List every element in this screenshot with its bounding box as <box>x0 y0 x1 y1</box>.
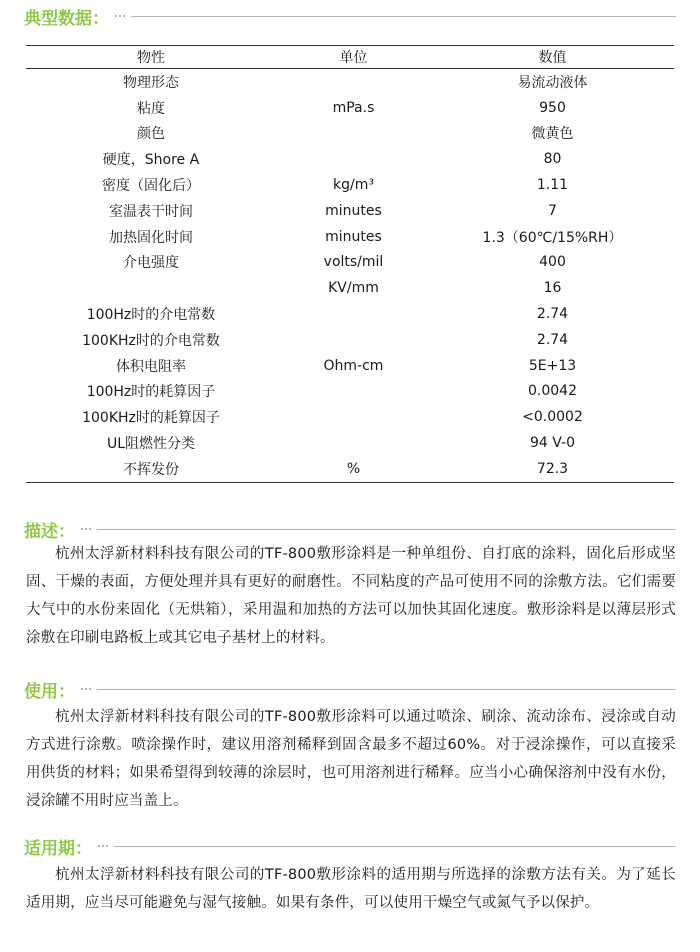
unit-cell: mPa.s <box>332 99 375 116</box>
value-cell: 1.3（60℃/15%RH） <box>482 229 623 246</box>
unit-cell: kg/m³ <box>333 177 374 194</box>
table-row <box>26 379 674 405</box>
section-rule <box>114 846 676 847</box>
table-header-row <box>26 46 674 69</box>
value-cell: 94 V-0 <box>530 435 575 452</box>
table-row <box>26 121 674 147</box>
section-header-typical-data <box>24 4 676 28</box>
value-cell: 微黄色 <box>531 126 574 143</box>
property-cell: 物理形态 <box>123 74 179 91</box>
table-row <box>26 430 674 456</box>
unit-cell: minutes <box>325 228 382 245</box>
value-cell: 400 <box>539 254 566 271</box>
unit-cell: volts/mil <box>323 254 384 271</box>
unit-cell: % <box>276 456 431 482</box>
properties-table <box>26 45 674 483</box>
section-dots <box>81 688 91 690</box>
value-cell: 2.74 <box>536 331 569 348</box>
unit-cell: KV/mm <box>328 280 379 297</box>
unit-cell: minutes <box>325 202 382 219</box>
section-rule <box>131 16 676 17</box>
section-title: 典型数据： <box>24 8 109 29</box>
unit-cell <box>276 301 431 327</box>
table-row <box>26 146 674 172</box>
section-title: 描述： <box>24 521 75 542</box>
pot-life-paragraph: 杭州太浮新材料科技有限公司的TF-800敷形涂料的适用期与所选择的涂敷方法有关。为了延长适用期，应当尽可能避免与湿气接触。如果有条件，可以使用干燥空气或氮气予以保护。 <box>26 867 676 911</box>
value-cell: 0.0042 <box>528 383 577 400</box>
table-row <box>26 353 674 379</box>
property-cell: 粘度 <box>137 100 165 117</box>
value-cell: 80 <box>543 151 562 168</box>
unit-cell <box>276 69 431 95</box>
section-dots <box>115 15 125 17</box>
value-cell: 2.74 <box>536 306 569 323</box>
property-cell: 体积电阻率 <box>116 358 186 375</box>
unit-cell <box>276 146 431 172</box>
table-row <box>26 250 674 276</box>
unit-cell <box>276 121 431 147</box>
property-cell: 100Hz时的介电常数 <box>86 307 216 324</box>
column-header-value: 数值 <box>431 46 674 69</box>
table-row <box>26 275 674 301</box>
value-cell: 易流动液体 <box>517 74 588 91</box>
property-cell: 100Hz时的耗算因子 <box>86 384 216 401</box>
value-cell: 7 <box>548 202 557 219</box>
column-header-unit: 单位 <box>276 46 431 69</box>
section-rule <box>97 529 676 530</box>
table-row <box>26 404 674 430</box>
section-header-usage <box>24 677 676 701</box>
unit-cell <box>276 327 431 353</box>
property-cell: 加热固化时间 <box>109 229 193 246</box>
usage-paragraph: 杭州太浮新材料科技有限公司的TF-800敷形涂料可以通过喷涂、刷涂、流动涂布、浸涂或自动方式进行涂敷。喷涂操作时，建议用溶剂稀释到固含最多不超过60%。对于浸涂操作，可以直接采用供货的材料；如果希望得到较薄的涂层时，也可用溶剂进行稀释。应当小心确保溶剂中没有水份，浸涂罐不用时应当盖上。 <box>26 709 676 809</box>
table-row <box>26 69 674 95</box>
section-title: 适用期： <box>24 838 92 859</box>
section-header-pot-life <box>24 834 676 858</box>
property-cell: 颜色 <box>137 126 165 143</box>
property-cell: 介电强度 <box>123 255 179 272</box>
property-cell: 密度（固化后） <box>102 178 200 195</box>
value-cell: 1.11 <box>536 177 569 194</box>
table-row <box>26 224 674 250</box>
unit-cell: Ohm-cm <box>323 357 384 374</box>
unit-cell <box>276 430 431 456</box>
property-cell: UL阻燃性分类 <box>106 436 196 453</box>
property-cell: 硬度，Shore A <box>102 152 200 169</box>
table-row <box>26 172 674 198</box>
value-cell: <0.0002 <box>522 409 583 426</box>
property-cell: 100KHz时的耗算因子 <box>82 410 220 427</box>
value-cell: 16 <box>543 280 562 297</box>
description-paragraph: 杭州太浮新材料科技有限公司的TF-800敷形涂料是一种单组份、自打底的涂料，固化后形成坚固、干燥的表面，方便处理并具有更好的耐磨性。不同粘度的产品可使用不同的涂敷方法。它们需要大气中的水份来固化（无烘箱），采用温和加热的方法可以加快其固化速度。敷形涂料是以薄层形式涂敷在印刷电路板上或其它电子基材上的材料。 <box>26 546 676 646</box>
table-row <box>26 327 674 353</box>
table-row <box>26 198 674 224</box>
property-cell <box>26 275 276 301</box>
table-row <box>26 95 674 121</box>
value-cell: 72.3 <box>431 456 674 482</box>
value-cell: 950 <box>539 99 566 116</box>
section-header-description <box>24 517 676 541</box>
section-rule <box>97 689 676 690</box>
property-cell: 不挥发份 <box>26 456 276 482</box>
column-header-property: 物性 <box>26 46 276 69</box>
section-dots <box>81 528 91 530</box>
table-row <box>26 301 674 327</box>
property-cell: 室温表干时间 <box>109 203 193 220</box>
table-row <box>26 456 674 482</box>
unit-cell <box>276 404 431 430</box>
section-title: 使用： <box>24 681 75 702</box>
unit-cell <box>276 379 431 405</box>
value-cell: 5E+13 <box>528 357 577 374</box>
section-dots <box>98 845 108 847</box>
property-cell: 100KHz时的介电常数 <box>82 332 220 349</box>
